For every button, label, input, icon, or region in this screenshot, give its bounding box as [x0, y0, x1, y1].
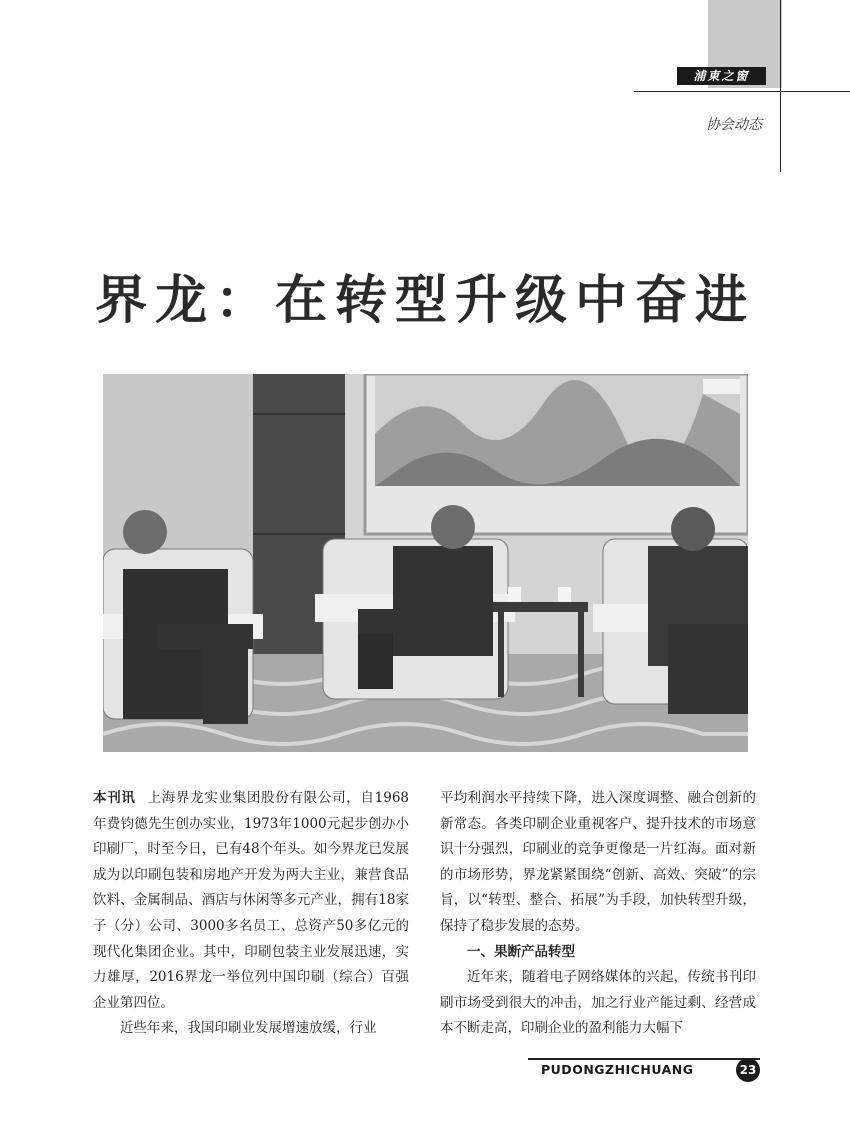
article-column-right [440, 786, 756, 1042]
header-divider-horizontal [634, 91, 850, 92]
article-paragraph [93, 786, 409, 1016]
article-photo [103, 374, 748, 752]
article-paragraph: 近些年来，我国印刷业发展增速放缓，行业 [120, 1020, 377, 1037]
header-divider-vertical [780, 0, 781, 172]
article-paragraph: 平均利润水平持续下降，进入深度调整、融合创新的新常态。各类印刷企业重视客户、提升技术的市场意识十分强烈，印刷业的竞争更像是一片红海。面对新的市场形势，界龙紧紧围绕“创新、高效、突破”的宗旨，以“转型、整合、拓展”为手段，加快转型升级，保持了稳步发展的态势。 [440, 790, 756, 934]
footer-brand: PUDONGZHICHUANG [541, 1062, 694, 1077]
article-lead-label: 本刊讯 [93, 790, 136, 806]
magazine-logo: 浦東之窗 [677, 67, 766, 85]
article-paragraph-text: 上海界龙实业集团股份有限公司，自1968年费钧德先生创办实业，1973年1000元起步创办小印刷厂，时至今日，已有48个年头。如今界龙已发展成为以印刷包装和房地产开发为两大主业，兼营食品饮料、金属制品、酒店与休闲等多元产业，拥有18家子（分）公司、3000多名员工、总资产50多亿元的现代化集团企业。其中，印刷包装主业发展迅速，实力雄厚，2016界龙一举位列中国印刷（综合）百强企业第四位。 [93, 790, 409, 1011]
article-subheading: 一、果断产品转型 [467, 943, 575, 960]
article-paragraph: 近年来，随着电子网络媒体的兴起，传统书刊印刷市场受到很大的冲击，加之行业产能过剩、经营成本不断走高，印刷企业的盈利能力大幅下 [440, 969, 756, 1037]
article-column-left [93, 786, 409, 1042]
footer-rule [528, 1058, 760, 1060]
page-number: 23 [736, 1058, 760, 1082]
article-title: 界龙：在转型升级中奋进 [94, 271, 755, 331]
section-label: 协会动态 [706, 117, 762, 133]
